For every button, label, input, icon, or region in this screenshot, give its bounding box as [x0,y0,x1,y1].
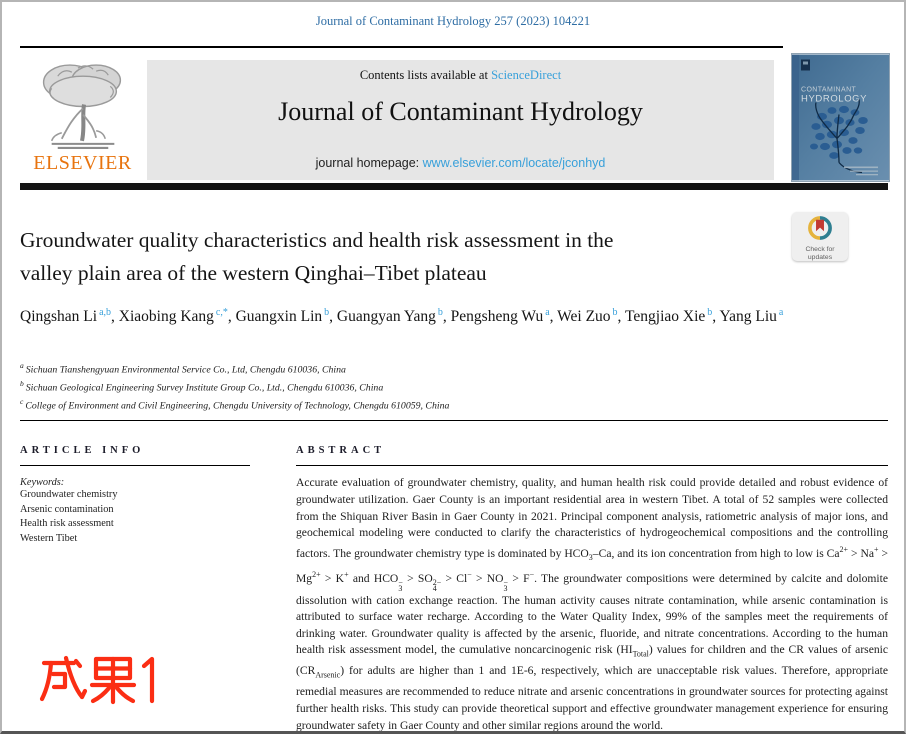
homepage-link[interactable]: www.elsevier.com/locate/jconhyd [422,156,606,170]
section-divider [20,420,888,421]
header-divider [20,46,783,48]
author-affiliation-sup: c,* [215,307,228,318]
annotation-chengguo-1 [38,650,168,708]
author-affiliation-sup: b [324,307,330,318]
abstract-heading: ABSTRACT [296,445,386,456]
contents-line [147,68,774,83]
keywords-list [20,488,250,546]
affiliation-row: $^c$ College of Environment and Civil Engineering, Chengdu University of Technology, Chengdu 610059, China [20,396,450,411]
author-list: Qingshan Li $^{a,b}$, Xiaobing Kang $^{c,*}$, Guangxin Lin $^b$, Guangyan Yang $^b$, Pengsheng Wu $^a$, Wei Zuo $^b$, Tengjiao Xie $^b$, Yang Liu $^a$ [20,307,784,326]
article-info-heading: ARTICLE INFO [20,445,145,456]
badge-label-line2: updates [807,253,833,261]
keyword-item: Groundwater chemistry [20,489,118,501]
masthead-bottom-bar [20,183,888,190]
badge-label-line1: Check for [805,246,835,253]
article-title [20,224,770,290]
keywords-label: Keywords: [20,477,65,489]
affiliation-row: $^a$ Sichuan Tianshengyuan Environmental Service Co., Ltd, Chengdu 610036, China [20,361,346,376]
affiliation-list [20,359,720,412]
elsevier-logo[interactable] [18,58,147,182]
author-affiliation-sup: b [612,307,618,318]
elsevier-tree-icon [35,58,131,154]
annotation-glyphs [38,650,168,708]
author-affiliation-sup: a [545,307,550,318]
masthead [147,60,774,180]
keyword-item: Western Tibet [20,532,78,544]
homepage-line [147,156,774,170]
author-affiliation-sup: a,b [99,307,112,318]
cover-title-line1: CONTAMINANT [801,86,857,94]
article-info-section [20,445,250,546]
author-affiliation-sup: b [707,307,713,318]
journal-cover-thumbnail[interactable] [792,54,889,181]
cover-publisher-mark [801,60,810,71]
sciencedirect-link[interactable]: ScienceDirect [491,68,562,82]
abstract-text: Accurate evaluation of groundwater chemistry, quality, and human health risk could provide detailed and robust evidence of groundwater utilization. Gaer County is an important residential area in western Tibet. A total of 52 samples were collected from the Shiquan River Basin in Gaer County in 2021. Principal component analysis, ratiometric analysis of major ions, and geochemical modeling were conducted to clarify the characteristics of hydrogeochemical compositions and the controlling factors. The groundwater chemistry type is dominated by $HCO_3-Ca$, and its ion concentration from high to low is $Ca^{2+} > Na^+ > Mg^{2+} > K^+$ and HCO − 3 > SO 2− 4 > Cl− > NO − 3 > F−. The groundwater compositions were determined by calcite and dolomite dissolution with cation exchange reaction. The human activity causes nitrate contamination, while arsenic contamination is attributed to surface water recharge. According to the Water Quality Index, 99% of the samples meet the requirements of drinking water. Groundwater quality is affected by the arsenic, fluoride, and nitrate concentrations. According to the human health risk assessment model, the cumulative noncarcinogenic risk $(HI_{Total})$ values for children and the CR values of arsenic $(CR_{Arsenic})$ for adults are higher than 1 and 1E-6, respectively, which are unacceptable risk values. Therefore, appropriate remedial measures are recommended to reduce nitrate and arsenic concentrations in groundwater sources for protecting against further health risks. This study can provide theoretical support and effective groundwater management experience for ensuring groundwater safety in Gaer County and other similar regions around the world. [296,476,889,732]
author-affiliation-sup: b [437,307,443,318]
cover-title-line2: HYDROLOGY [801,93,868,105]
abstract-section [296,445,888,734]
elsevier-wordmark: ELSEVIER [33,152,132,174]
article-title-line1: Groundwater quality characteristics and health risk assessment in the [20,228,614,252]
journal-title: Journal of Contaminant Hydrology [278,97,643,126]
contents-prefix: Contents lists available at [359,68,488,82]
affiliation-row: $^b$ Sichuan Geological Engineering Survey Institute Group Co., Ltd., Chengdu 610036, China [20,378,384,394]
homepage-prefix: journal homepage: [315,156,420,170]
article-info-rule [20,465,250,466]
article-title-line2: valley plain area of the western Qinghai–Tibet plateau [20,261,487,285]
crossmark-icon [807,215,833,241]
keyword-item: Health risk assessment [20,518,114,530]
check-for-updates-badge[interactable] [792,212,848,261]
abstract-rule [296,465,888,466]
keyword-item: Arsenic contamination [20,503,114,515]
author-affiliation-sup: a [778,307,784,318]
journal-citation: Journal of Contaminant Hydrology 257 (2023) 104221 [315,14,591,28]
